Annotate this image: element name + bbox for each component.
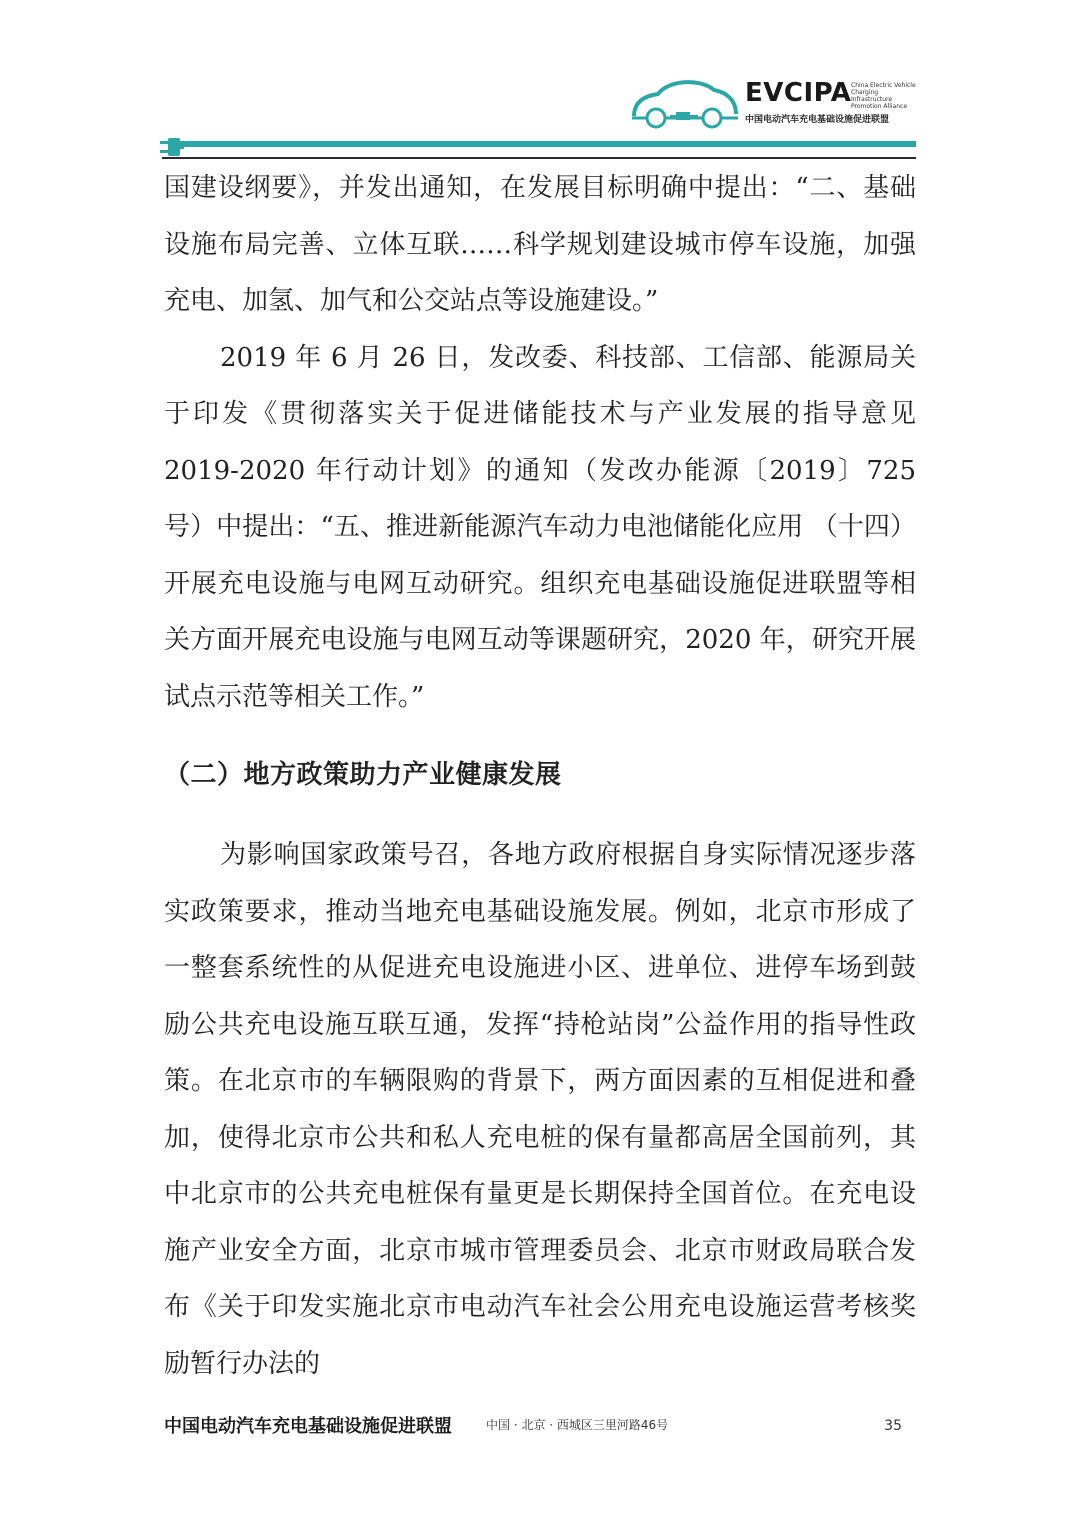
header-accent-bar [180, 141, 916, 147]
paragraph-local-policy: 为影响国家政策号召，各地方政府根据自身实际情况逐步落实政策要求，推动当地充电基础设施发展。例如，北京市形成了一整套系统性的从促进充电设施进小区、进单位、进停车场到鼓励公共充电设施互联互通，发挥“持枪站岗”公益作用的指导性政策。在北京市的车辆限购的背景下，两方面因素的互相促进和叠加，使得北京市公共和私人充电桩的保有量都高居全国前列，其中北京市的公共充电桩保有量更是长期保持全国首位。在充电设施产业安全方面，北京市城市管理委员会、北京市财政局联合发布《关于印发实施北京市电动汽车社会公用充电设施运营考核奖励暂行办法的 [164, 840, 916, 1379]
page-header [0, 0, 1080, 160]
header-divider [162, 157, 916, 159]
logo-text [745, 78, 916, 125]
paragraph-policy-2019: 2019 年 6 月 26 日，发改委、科技部、工信部、能源局关于印发《贯彻落实关于促进储能技术与产业发展的指导意见 2019-2020 年行动计划》的通知（发改办能源〔2019〕725 号）中提出：“五、推进新能源汽车动力电池储能化应用 （十四）开展充电设施与电网互动研究。组织充电基础设施促进联盟等相关方面开展充电设施与电网互动等课题研究，2020 年，研究开展试点示范等相关工作。” [164, 342, 916, 712]
brand-subtitle: China Electric Vehicle Charging Infrastructure Promotion Alliance [851, 82, 916, 110]
ev-car-logo-icon [630, 74, 740, 130]
brand-name: EVCIPA [745, 78, 852, 108]
page-number: 35 [884, 1418, 902, 1434]
page-footer [164, 1408, 916, 1444]
section-heading: （二）地方政策助力产业健康发展 [164, 760, 562, 790]
paragraph-continued: 国建设纲要》，并发出通知，在发展目标明确中提出：“二、基础设施布局完善、立体互联……科学规划建设城市停车设施，加强充电、加氢、加气和公交站点等设施建设。” [164, 173, 916, 316]
page-body [164, 160, 916, 1392]
footer-address: 中国 · 北京 · 西城区三里河路46号 [486, 1418, 669, 1432]
footer-organization: 中国电动汽车充电基础设施促进联盟 [164, 1416, 452, 1437]
brand-chinese-name: 中国电动汽车充电基础设施促进联盟 [745, 115, 890, 125]
